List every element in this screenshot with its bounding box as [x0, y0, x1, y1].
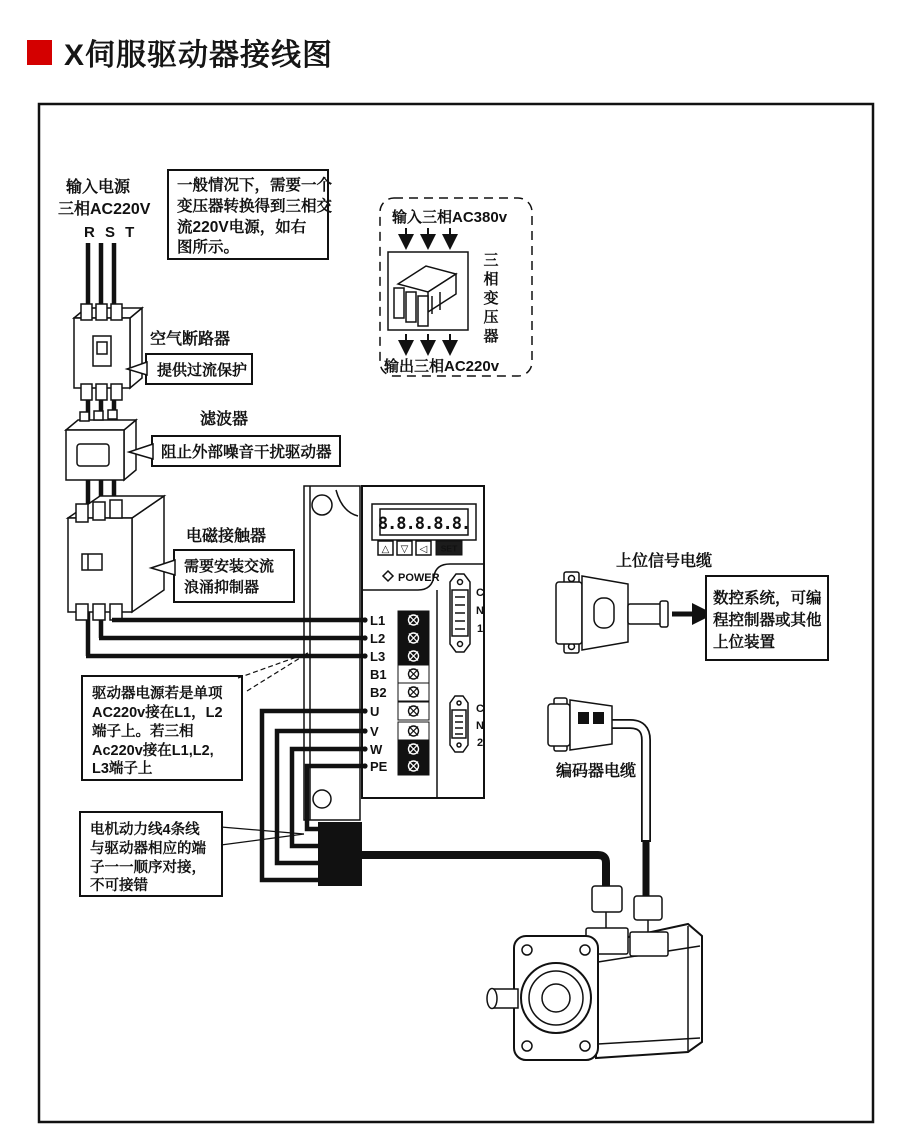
contactor-callout — [151, 550, 294, 602]
note-line: Ac220v接在L1,L2, — [92, 743, 214, 759]
host-signal-cable — [556, 551, 828, 660]
servo-motor — [487, 886, 702, 1060]
mounting-hole-top — [312, 495, 332, 515]
note-line: 一般情况下，需要一个 — [177, 177, 333, 194]
note-line: 电机动力线4条线 — [90, 822, 200, 838]
terminal-W: W — [370, 742, 383, 757]
input-power-line1: 输入电源 — [66, 179, 131, 196]
driver-display — [372, 504, 476, 540]
power-wiring-note — [82, 653, 308, 780]
left-button-icon: ◁ — [419, 544, 428, 555]
transformer-illustration — [388, 252, 468, 330]
cn2-label-2: 2 — [477, 737, 484, 749]
cable-stub — [628, 604, 662, 624]
dsub-connector-host — [556, 572, 628, 653]
encoder-cable — [548, 698, 646, 898]
air-breaker — [74, 304, 252, 400]
note-line: 子一一顺序对接， — [90, 860, 206, 876]
transformer-output-label: 输出三相AC220v — [384, 358, 500, 375]
contactor-label: 电磁接触器 — [186, 528, 267, 545]
page-title: X伺服驱动器接线图 — [64, 39, 334, 72]
up-button-icon: △ — [381, 544, 390, 555]
note-line: L3端子上 — [92, 761, 153, 777]
down-button-icon: ▽ — [400, 544, 409, 555]
motor-flange — [514, 936, 598, 1060]
terminal-U: U — [370, 704, 380, 719]
note-line: AC220v接在L1，L2 — [92, 705, 223, 721]
note-line: 端子上。若三相 — [92, 724, 194, 740]
transformer-input-label: 输入三相AC380v — [392, 209, 508, 226]
cable-junction-block — [318, 822, 362, 886]
servo-driver — [304, 486, 484, 820]
motor-power-cable — [358, 855, 606, 892]
terminal-B1: B1 — [370, 667, 387, 682]
terminal-PE: PE — [370, 759, 388, 774]
terminal-B2: B2 — [370, 685, 387, 700]
contactor-callout-line: 需要安装交流 — [184, 558, 275, 575]
motor-wiring-note — [80, 812, 304, 896]
set-button-label: SET — [440, 543, 458, 554]
cn1-label-1: 1 — [477, 623, 484, 635]
noise-filter — [66, 409, 340, 480]
transformer-box — [380, 198, 532, 376]
power-label: POWER — [398, 572, 440, 584]
contactor-callout-line: 浪涌抑制器 — [184, 579, 260, 596]
host-device-box — [706, 576, 828, 660]
dsub-connector-encoder — [548, 698, 612, 751]
encoder-cable-label: 编码器电缆 — [556, 763, 637, 780]
motor-encoder-connector — [630, 896, 668, 956]
terminal-L1: L1 — [370, 613, 386, 628]
input-power-line2: 三相AC220V — [58, 201, 151, 218]
contactor — [68, 496, 294, 620]
phase-letters: R S T — [84, 224, 138, 241]
mounting-hole-bottom — [313, 790, 331, 808]
terminal-L3: L3 — [370, 649, 386, 664]
driver-buttons — [378, 541, 462, 555]
terminal-L2: L2 — [370, 631, 386, 646]
filter-callout — [129, 436, 340, 466]
note-line: 不可接错 — [90, 878, 148, 894]
input-power-label — [58, 177, 151, 241]
breaker-callout-text: 提供过流保护 — [157, 362, 248, 379]
cn2-label-n: N — [476, 720, 484, 732]
host-cable-label: 上位信号电缆 — [616, 553, 713, 570]
note-line: 与驱动器相应的端 — [90, 841, 206, 857]
motor-shaft — [487, 989, 518, 1009]
note-line: 变压器转换得到三相交 — [177, 198, 333, 215]
breaker-label: 空气断路器 — [150, 331, 231, 348]
host-device-line: 程控制器或其他 — [713, 612, 822, 629]
cn1-label-c: C — [476, 587, 484, 599]
driver-mounting-plate — [304, 486, 360, 820]
note-line: 流220V电源，如右 — [177, 219, 307, 236]
transformer-note — [168, 170, 333, 259]
terminal-block — [398, 611, 429, 775]
breaker-callout — [127, 354, 252, 384]
transformer-name-vertical: 三相变压器 — [481, 252, 499, 347]
cn2-label-c: C — [476, 703, 484, 715]
filter-label: 滤波器 — [200, 411, 249, 428]
cn1-label-n: N — [476, 605, 484, 617]
note-line: 驱动器电源若是单项 — [92, 686, 223, 702]
note-line: 图所示。 — [177, 239, 240, 256]
filter-callout-text: 阻止外部噪音干扰驱动器 — [161, 444, 332, 461]
seven-segment-display: 8.8.8.8.8. — [377, 514, 471, 534]
host-device-line: 上位装置 — [713, 634, 776, 651]
terminal-V: V — [370, 724, 379, 739]
host-device-line: 数控系统，可编 — [713, 590, 822, 607]
cn2-connector — [450, 696, 484, 752]
